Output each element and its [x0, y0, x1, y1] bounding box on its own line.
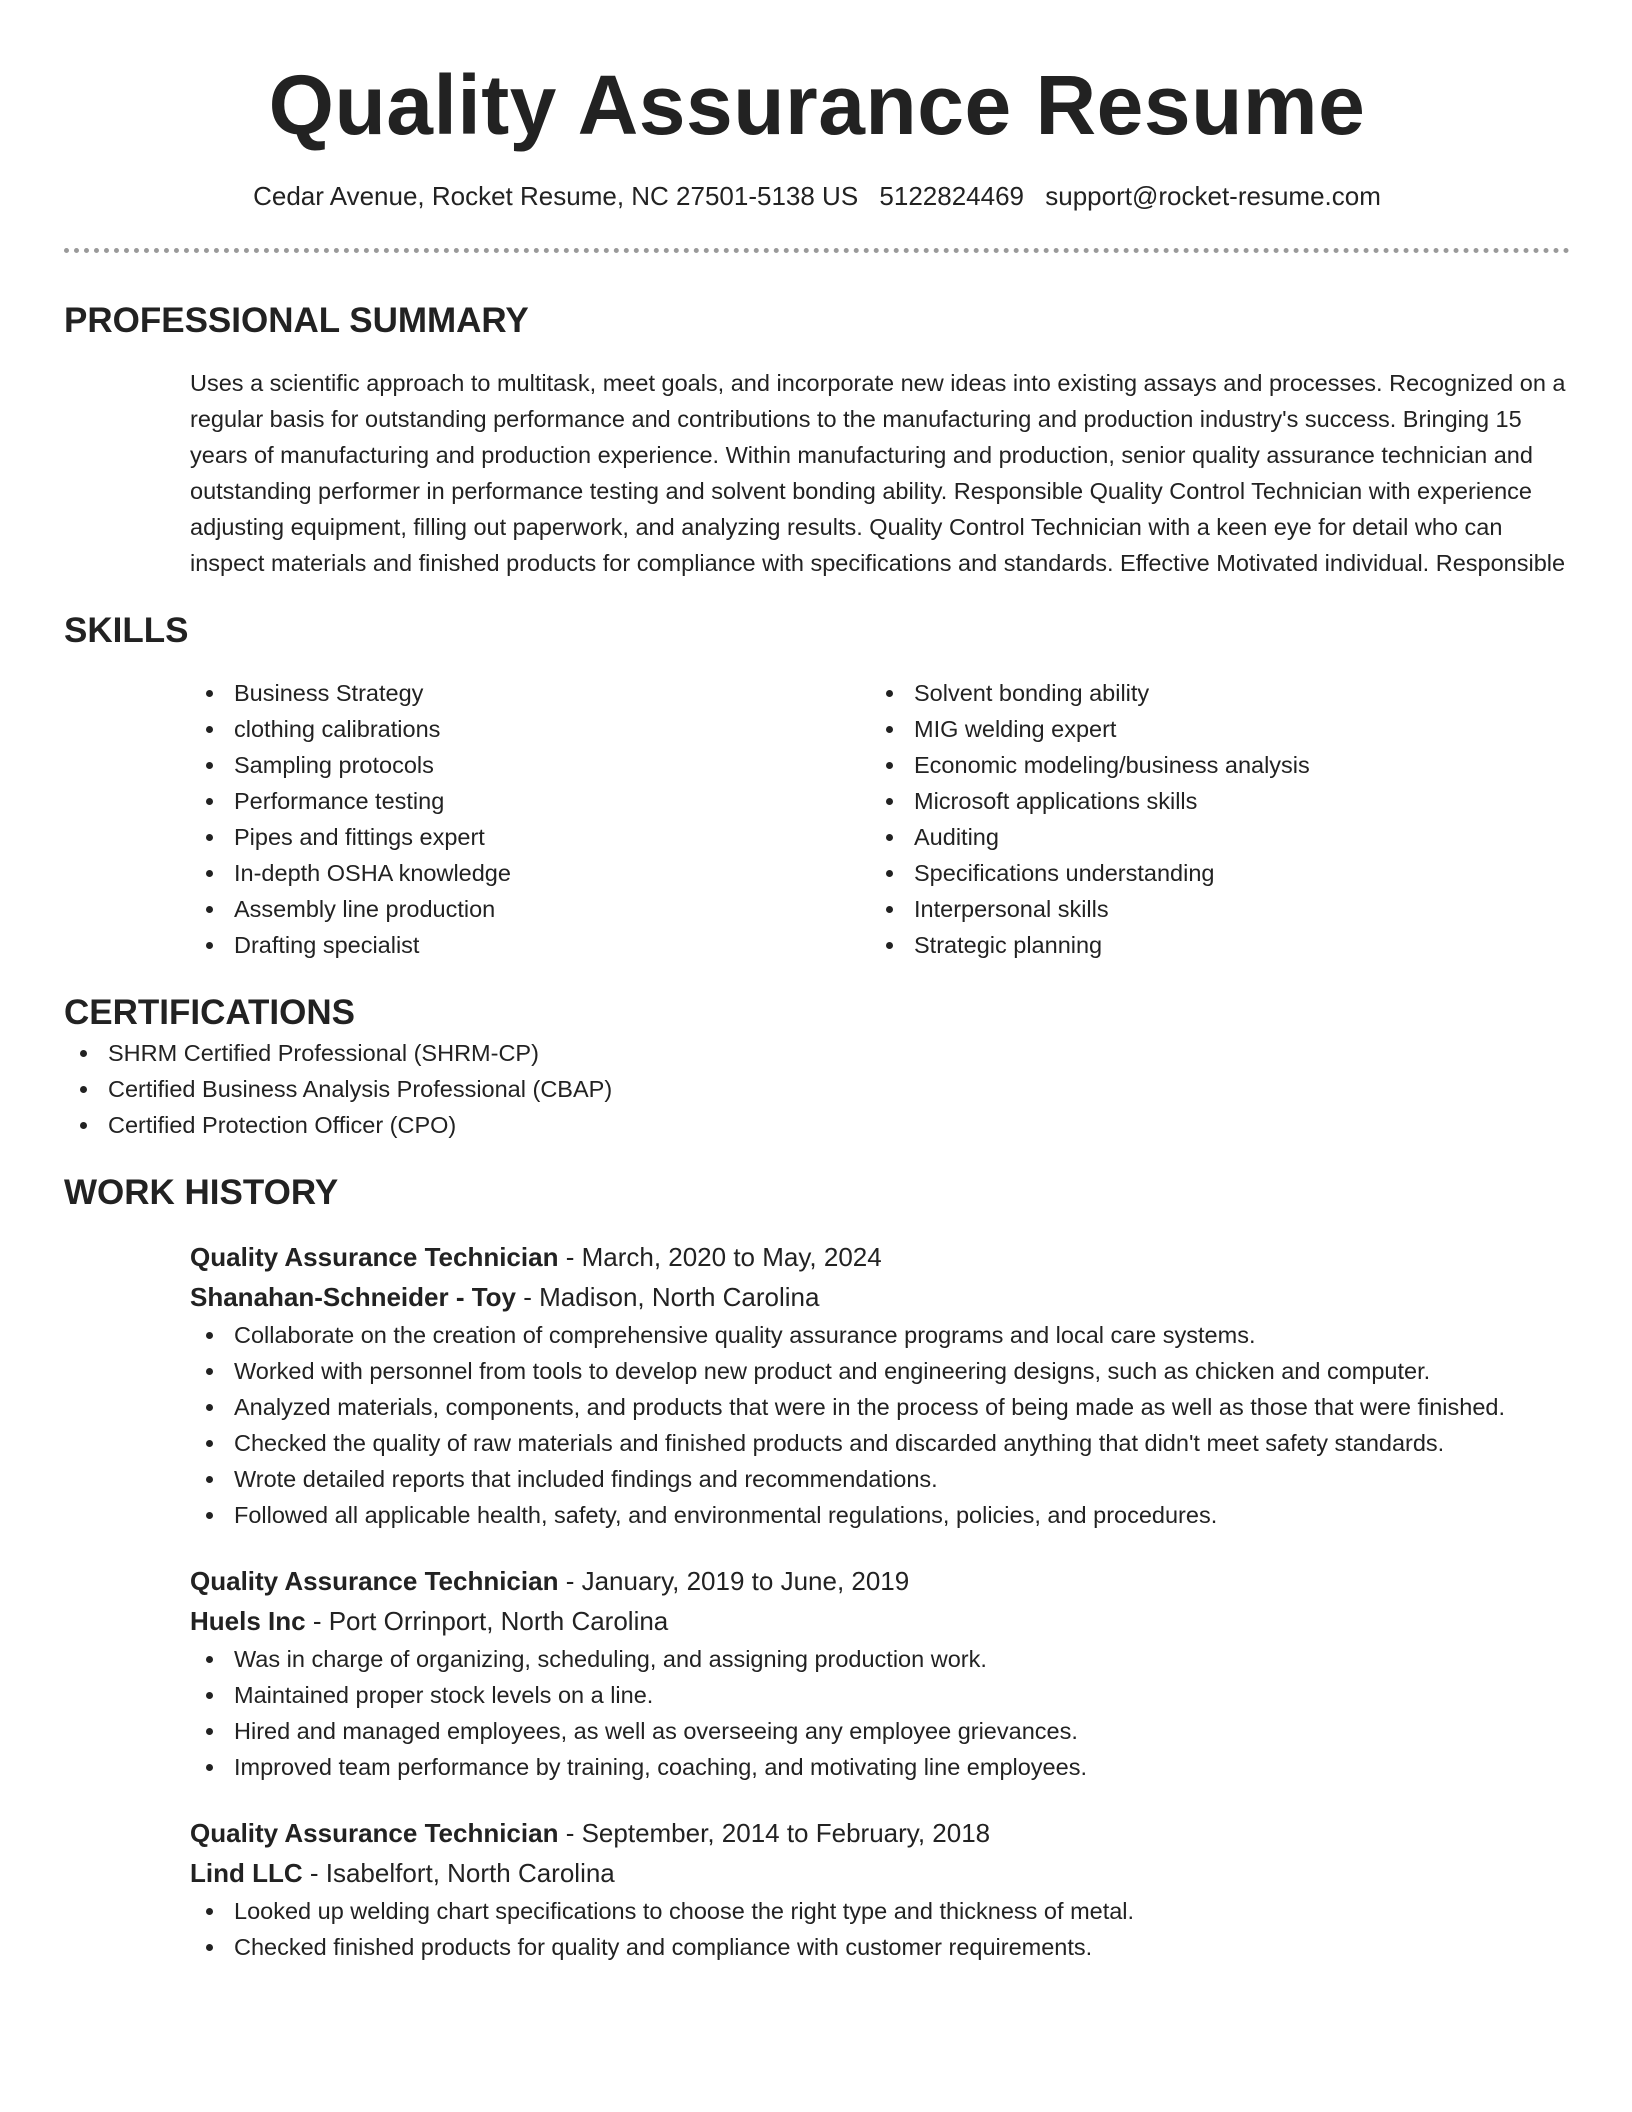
duty-item: Improved team performance by training, coaching, and motivating line employees. — [190, 1749, 1570, 1785]
separator: - — [305, 1606, 329, 1636]
contact-line — [64, 178, 1570, 214]
skill-item: Sampling protocols — [190, 747, 870, 783]
certifications-list — [64, 1035, 1570, 1143]
job-company: Shanahan-Schneider - Toy — [190, 1282, 517, 1312]
job-company: Huels Inc — [190, 1606, 306, 1636]
separator: - — [558, 1566, 582, 1596]
job-company: Lind LLC — [190, 1858, 303, 1888]
job-duties — [190, 1641, 1570, 1785]
job-company-line — [190, 1601, 1570, 1641]
skills-list-right — [870, 675, 1550, 963]
separator: - — [558, 1242, 582, 1272]
job-location: Madison, North Carolina — [539, 1282, 820, 1312]
separator: - — [558, 1818, 582, 1848]
job-location: Isabelfort, North Carolina — [325, 1858, 615, 1888]
job-company-line — [190, 1853, 1570, 1893]
separator: - — [516, 1282, 540, 1312]
duty-item: Checked the quality of raw materials and finished products and discarded anything that didn't meet safety standards. — [190, 1425, 1570, 1461]
duty-item: Worked with personnel from tools to develop new product and engineering designs, such as chicken and computer. — [190, 1353, 1570, 1389]
skill-item: Strategic planning — [870, 927, 1550, 963]
work-history-heading: WORK HISTORY — [64, 1173, 339, 1212]
skill-item: Pipes and fittings expert — [190, 819, 870, 855]
job-dates: January, 2019 to June, 2019 — [581, 1566, 910, 1596]
skills-heading: SKILLS — [64, 611, 189, 650]
duty-item: Analyzed materials, components, and products that were in the process of being made as well as those that were finished. — [190, 1389, 1570, 1425]
skill-item: Drafting specialist — [190, 927, 870, 963]
job-title-line — [190, 1237, 1570, 1277]
certification-item: Certified Business Analysis Professional (CBAP) — [64, 1071, 1570, 1107]
skill-item: Auditing — [870, 819, 1550, 855]
skill-item: Microsoft applications skills — [870, 783, 1550, 819]
header-divider — [64, 248, 1570, 253]
skill-item: Solvent bonding ability — [870, 675, 1550, 711]
certification-item: SHRM Certified Professional (SHRM-CP) — [64, 1035, 1570, 1071]
skill-item: Performance testing — [190, 783, 870, 819]
duty-item: Checked finished products for quality and compliance with customer requirements. — [190, 1929, 1570, 1965]
duty-item: Followed all applicable health, safety, and environmental regulations, policies, and procedures. — [190, 1497, 1570, 1533]
job-title: Quality Assurance Technician — [190, 1566, 559, 1596]
skills-list-left — [190, 675, 870, 963]
job-title: Quality Assurance Technician — [190, 1242, 559, 1272]
certification-item: Certified Protection Officer (CPO) — [64, 1107, 1570, 1143]
skills-grid — [190, 675, 1570, 963]
job-entry — [190, 1237, 1570, 1533]
skill-item: clothing calibrations — [190, 711, 870, 747]
summary-text: Uses a scientific approach to multitask, meet goals, and incorporate new ideas into existing assays and processes. Recognized on a regular basis for outstanding performance and contributions to the manufacturing and production industry's success. Bringing 15 years of manufacturing and production experience. Within manufacturing and production, senior quality assurance technician and outstanding performer in performance testing and solvent bonding ability. Responsible Quality Control Technician with experience adjusting equipment, filling out paperwork, and analyzing results. Quality Control Technician with a keen eye for detail who can inspect materials and finished products for compliance with specifications and standards. Effective Motivated individual. Responsible — [190, 370, 1566, 576]
job-entry — [190, 1813, 1570, 1965]
summary-heading: PROFESSIONAL SUMMARY — [64, 301, 529, 340]
duty-item: Collaborate on the creation of comprehensive quality assurance programs and local care systems. — [190, 1317, 1570, 1353]
job-title-line — [190, 1561, 1570, 1601]
resume-page — [64, 0, 1570, 1965]
email: support@rocket-resume.com — [1045, 181, 1381, 211]
job-duties — [190, 1893, 1570, 1965]
certifications-heading: CERTIFICATIONS — [64, 993, 356, 1032]
duty-item: Maintained proper stock levels on a line. — [190, 1677, 1570, 1713]
separator: - — [302, 1858, 326, 1888]
resume-name: Quality Assurance Resume — [268, 58, 1366, 152]
skill-item: Assembly line production — [190, 891, 870, 927]
duty-item: Wrote detailed reports that included findings and recommendations. — [190, 1461, 1570, 1497]
skill-item: Specifications understanding — [870, 855, 1550, 891]
job-entry — [190, 1561, 1570, 1785]
job-company-line — [190, 1277, 1570, 1317]
skill-item: Economic modeling/business analysis — [870, 747, 1550, 783]
job-title: Quality Assurance Technician — [190, 1818, 559, 1848]
phone: 5122824469 — [879, 181, 1025, 211]
job-dates: March, 2020 to May, 2024 — [581, 1242, 882, 1272]
duty-item: Looked up welding chart specifications to choose the right type and thickness of metal. — [190, 1893, 1570, 1929]
address: Cedar Avenue, Rocket Resume, NC 27501-5138 US — [253, 181, 859, 211]
job-title-line — [190, 1813, 1570, 1853]
skill-item: In-depth OSHA knowledge — [190, 855, 870, 891]
duty-item: Was in charge of organizing, scheduling, and assigning production work. — [190, 1641, 1570, 1677]
skill-item: Interpersonal skills — [870, 891, 1550, 927]
skill-item: Business Strategy — [190, 675, 870, 711]
job-location: Port Orrinport, North Carolina — [328, 1606, 669, 1636]
job-duties — [190, 1317, 1570, 1533]
skill-item: MIG welding expert — [870, 711, 1550, 747]
job-dates: September, 2014 to February, 2018 — [581, 1818, 991, 1848]
duty-item: Hired and managed employees, as well as overseeing any employee grievances. — [190, 1713, 1570, 1749]
